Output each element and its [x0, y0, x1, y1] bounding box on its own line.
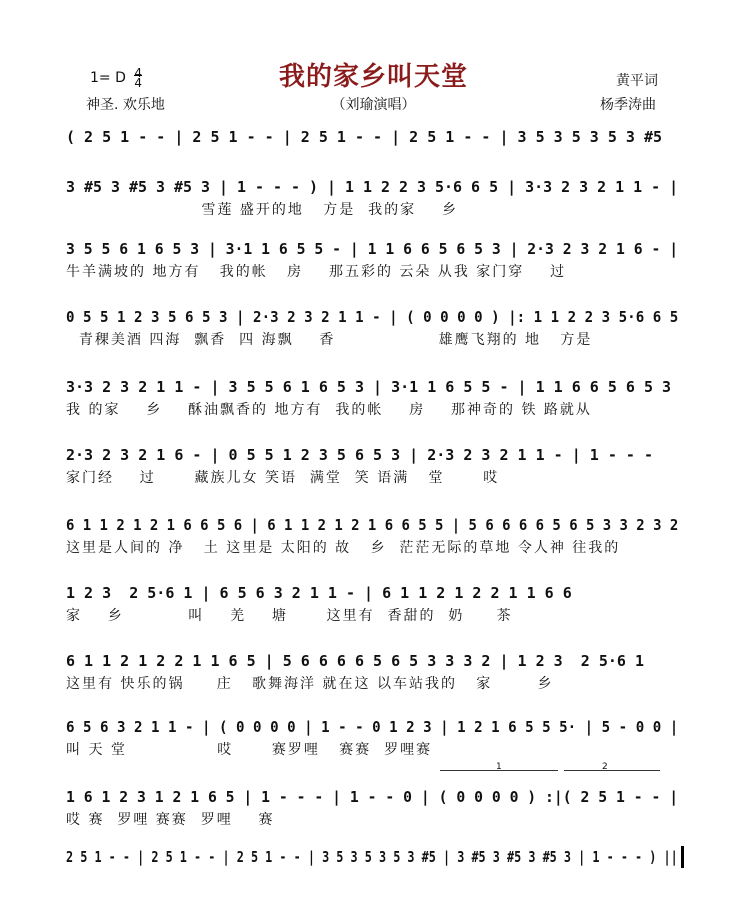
song-title: 我的家乡叫天堂 [278, 62, 468, 92]
lyricist: 黄平词 [616, 73, 658, 89]
score-row [66, 514, 678, 558]
lyrics-line: 青稞美酒 四海 飘香 四 海飘 香 雄鹰飞翔的 地 方是 [66, 332, 593, 348]
ending-bracket-1 [440, 762, 558, 779]
time-top: 4 [134, 66, 142, 80]
lyrics-line: 牛羊满坡的 地方有 我的帐 房 那五彩的 云朵 从我 家门穿 过 [66, 264, 567, 280]
notation-line: 2·3 2 3 2 1 6 - | 0 5 5 1 2 3 5 6 5 3 | 2·3 2 3 2 1 1 - | 1 - - - [66, 446, 653, 464]
notation-line: 6 5 6 3 2 1 1 - | ( 0 0 0 0 | 1 - - 0 1 2 3 | 1 2 1 6 5 5 5· | 5 - 0 0 | [66, 718, 679, 736]
composer: 杨季涛曲 [600, 97, 656, 113]
lyrics-line: 家门经 过 藏族儿女 笑语 满堂 笑 语满 堂 哎 [66, 470, 500, 486]
notation-line: 1 6 1 2 3 1 2 1 6 5 | 1 - - - | 1 - - 0 | ( 0 0 0 0 ) :|( 2 5 1 - - | [66, 788, 679, 806]
notation-line: 3 5 5 6 1 6 5 3 | 3·1 1 6 5 5 - | 1 1 6 6 5 6 5 3 | 2·3 2 3 2 1 6 - | [66, 240, 679, 258]
score-row [66, 376, 678, 420]
score-row [66, 650, 678, 694]
lyrics-line [66, 870, 678, 890]
lyrics-line: 我 的家 乡 酥油飘香的 地方有 我的帐 房 那神奇的 铁 路就从 [66, 402, 592, 418]
notation-line: 1 2 3 2 5·6 1 | 6 5 6 3 2 1 1 - | 6 1 1 2 1 2 2 1 1 6 6 [66, 584, 572, 602]
score-row [66, 716, 678, 760]
notation-line: 3 #5 3 #5 3 #5 3 | 1 - - - ) | 1 1 2 2 3 5·6 6 5 | 3·3 2 3 2 1 1 - | [66, 178, 679, 196]
ending-label-2: 2 [602, 762, 608, 772]
notation-line: 3·3 2 3 2 1 1 - | 3 5 5 6 1 6 5 3 | 3·1 1 6 5 5 - | 1 1 6 6 5 6 5 3 [66, 378, 672, 396]
ending-bracket-2 [564, 762, 660, 779]
score-row [66, 786, 678, 830]
notation-line: 6 1 1 2 1 2 1 6 6 5 6 | 6 1 1 2 1 2 1 6 6 5 5 | 5 6 6 6 6 5 6 5 3 3 2 3 2 [66, 516, 679, 534]
performer: （刘瑜演唱） [331, 97, 416, 113]
score-row [66, 238, 678, 282]
score-row [66, 846, 678, 890]
lyrics-line: 雪莲 盛开的地 方是 我的家 乡 [66, 202, 458, 218]
final-barline [681, 846, 684, 868]
ending-label-1: 1 [496, 762, 502, 772]
score-row [66, 126, 678, 170]
key-label: 1= D [90, 70, 126, 86]
notation-line: ( 2 5 1 - - | 2 5 1 - - | 2 5 1 - - | 2 5 1 - - | 3 5 3 5 3 5 3 #5 [66, 128, 663, 146]
lyrics-line: 叫 天 堂 哎 赛罗哩 赛赛 罗哩赛 [66, 742, 433, 758]
score-row [66, 582, 678, 626]
time-bottom: 4 [134, 76, 142, 90]
lyrics-line [66, 150, 678, 170]
score-row [66, 444, 678, 488]
notation-line: 0 5 5 1 2 3 5 6 5 3 | 2·3 2 3 2 1 1 - | ( 0 0 0 0 ) |: 1 1 2 2 3 5·6 6 5 [66, 308, 679, 326]
notation-line: 6 1 1 2 1 2 2 1 1 6 5 | 5 6 6 6 6 5 6 5 3 3 3 2 | 1 2 3 2 5·6 1 [66, 652, 644, 670]
lyrics-line: 这里是人间的 净 土 这里是 太阳的 故 乡 茫茫无际的草地 令人神 往我的 [66, 540, 621, 556]
lyrics-line: 哎 赛 罗哩 赛赛 罗哩 赛 [66, 812, 275, 828]
lyrics-line: 这里有 快乐的锅 庄 歌舞海洋 就在这 以车站我的 家 乡 [66, 676, 554, 692]
notation-line: 2 5 1 - - | 2 5 1 - - | 2 5 1 - - | 3 5 3 5 3 5 3 #5 | 3 #5 3 #5 3 #5 3 | 1 - - - ) || [66, 848, 678, 866]
score-row [66, 176, 678, 220]
score-row [66, 306, 678, 350]
tempo-marking: 神圣. 欢乐地 [86, 97, 165, 113]
lyrics-line: 家 乡 叫 羌 塘 这里有 香甜的 奶 茶 [66, 608, 513, 624]
